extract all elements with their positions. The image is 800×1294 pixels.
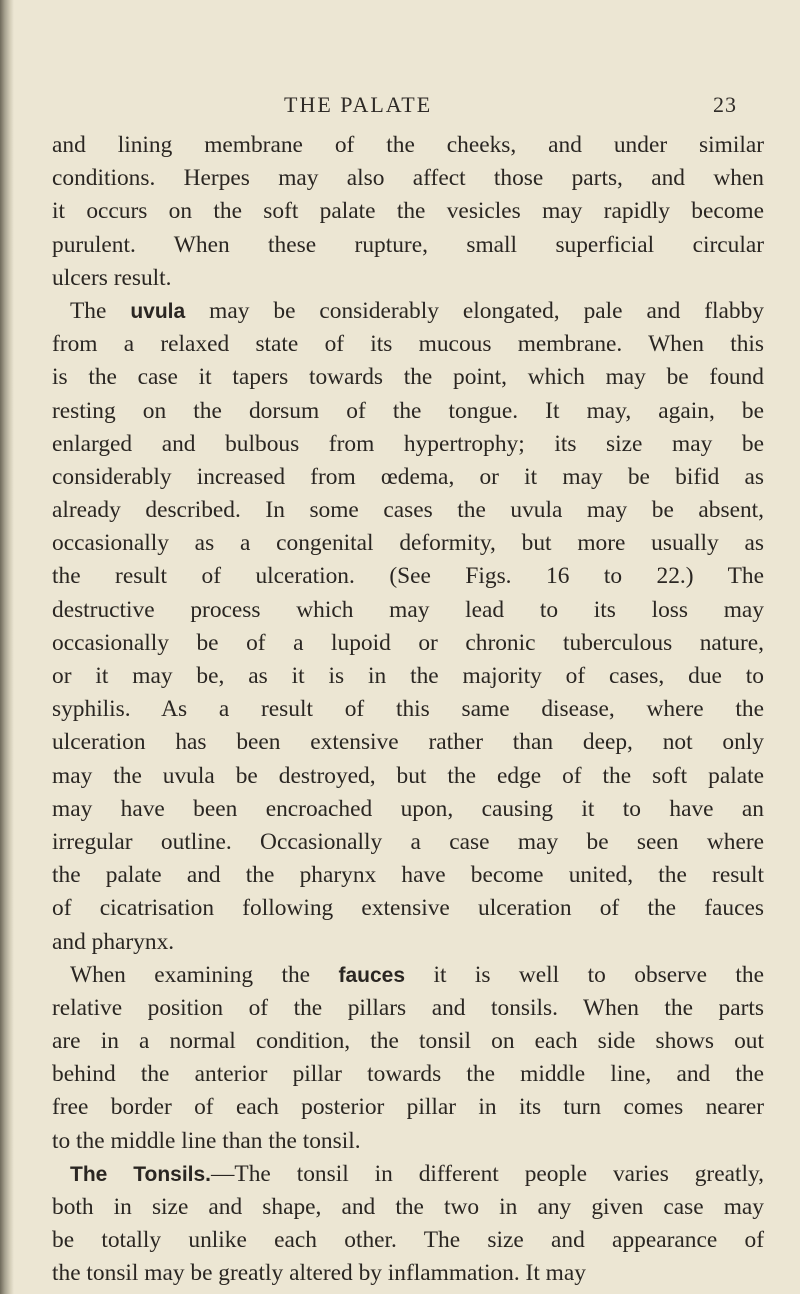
text-line: syphilis. As a result of this same disease, where the [52,696,764,723]
text-line: free border of each posterior pillar in its turn comes nearer [52,1094,764,1121]
text-line: ulceration has been extensive rather than deep, not only [52,729,764,756]
text-line: and lining membrane of the cheeks, and under similar [52,132,764,158]
running-title: THE PALATE [284,92,433,117]
text-line: conditions. Herpes may also affect those parts, and when [52,165,764,192]
bold-term: fauces [338,963,406,987]
text-line: the tonsil may be greatly altered by inflammation. It may [52,1260,586,1287]
spine-shadow [0,0,14,1294]
line-text: may be considerably elongated, pale and flabby [185,297,764,324]
bold-term: uvula [130,299,186,323]
text-line: destructive process which may lead to its loss may [52,596,764,623]
text-line: irregular outline. Occasionally a case may be seen where [52,828,764,855]
running-head [0,92,800,122]
text-line: and pharynx. [52,928,175,955]
text-line: occasionally be of a lupoid or chronic tuberculous nature, [52,629,764,656]
line-text: —The tonsil in different people varies greatly, [211,1160,764,1187]
text-line: the result of ulceration. (See Figs. 16 to 22.) The [52,563,764,590]
text-line [52,1158,764,1191]
text-line: it occurs on the soft palate the vesicles may rapidly become [52,198,764,225]
text-line: behind the anterior pillar towards the middle line, and the [52,1061,764,1088]
text-line: of cicatrisation following extensive ulceration of the fauces [52,895,764,922]
text-line: or it may be, as it is in the majority of cases, due to [52,663,764,689]
text-line: the palate and the pharynx have become united, the result [52,862,764,889]
text-line: considerably increased from œdema, or it may be bifid as [52,463,764,490]
text-line [52,295,764,328]
text-line: relative position of the pillars and tonsils. When the parts [52,994,764,1021]
line-text: When examining the [70,961,339,988]
bold-term: The Tonsils. [70,1162,212,1186]
text-line: already described. In some cases the uvula may be absent, [52,497,764,524]
line-text: it is well to observe the [405,961,764,988]
text-line: may the uvula be destroyed, but the edge of the soft palate [52,762,764,789]
text-line: resting on the dorsum of the tongue. It may, again, be [52,397,764,424]
line-text: The [70,297,131,324]
text-line: purulent. When these rupture, small superficial circular [52,231,764,258]
text-line: from a relaxed state of its mucous membrane. When this [52,331,764,358]
text-line: may have been encroached upon, causing it to have an [52,795,764,822]
text-line [52,959,764,992]
body-text [52,129,764,1291]
page-number: 23 [713,92,737,117]
text-line: both in size and shape, and the two in any given case may [52,1194,764,1220]
text-line: ulcers result. [52,264,172,291]
text-line: are in a normal condition, the tonsil on each side shows out [52,1028,764,1055]
text-line: is the case it tapers towards the point, which may be found [52,364,764,391]
text-line: occasionally as a congenital deformity, but more usually as [52,530,764,557]
text-line: to the middle line than the tonsil. [52,1127,361,1154]
text-line: enlarged and bulbous from hypertrophy; its size may be [52,430,764,457]
text-line: be totally unlike each other. The size and appearance of [52,1227,764,1254]
